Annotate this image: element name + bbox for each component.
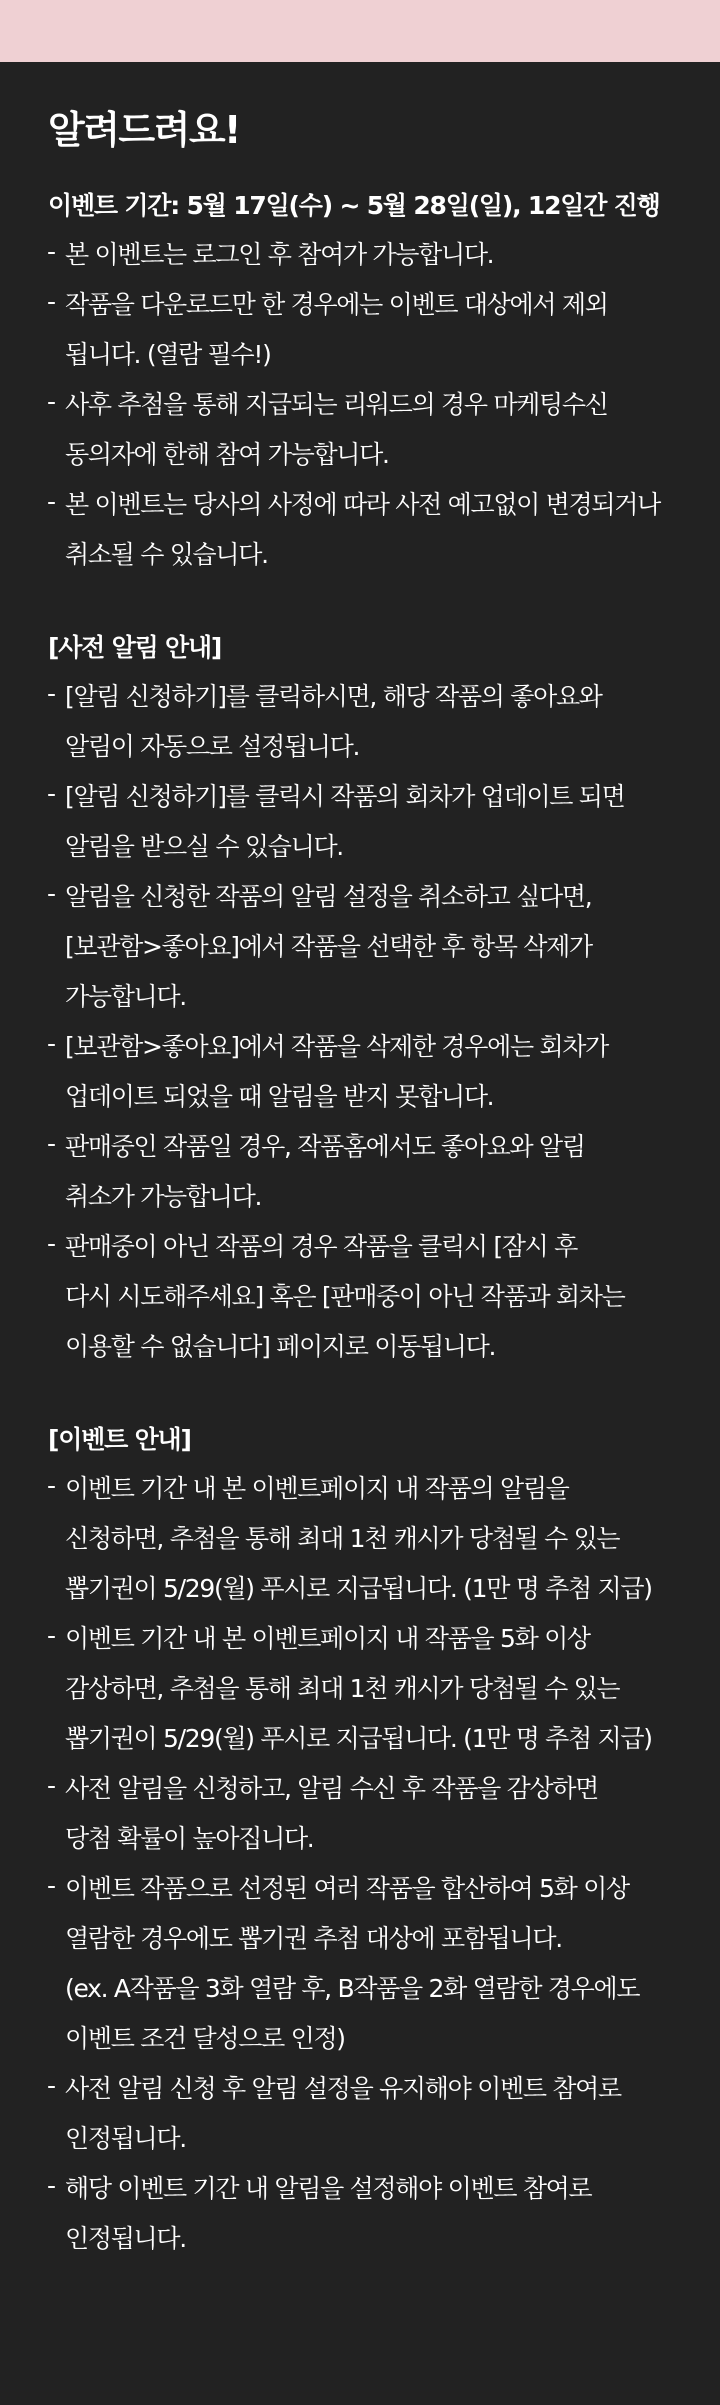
list-item: - 본 이벤트는 로그인 후 참여가 가능합니다.: [48, 230, 684, 280]
list-item: - 판매중인 작품일 경우, 작품홈에서도 좋아요와 알림 취소가 가능합니다.: [48, 1122, 684, 1222]
list-item: - 작품을 다운로드만 한 경우에는 이벤트 대상에서 제외 됩니다. (열람 필수!): [48, 280, 684, 380]
list-item: - 알림을 신청한 작품의 알림 설정을 취소하고 싶다면, [보관함>좋아요]에서 작품을 선택한 후 항목 삭제가 가능합니다.: [48, 872, 684, 1022]
list-item: - 사후 추첨을 통해 지급되는 리워드의 경우 마케팅수신 동의자에 한해 참여 가능합니다.: [48, 380, 684, 480]
general-notice-list: [48, 230, 684, 580]
list-item: - 사전 알림을 신청하고, 알림 수신 후 작품을 감상하면 당첨 확률이 높아집니다.: [48, 1764, 684, 1864]
event-info-section-title: [이벤트 안내]: [48, 1425, 191, 1454]
list-item: - 본 이벤트는 당사의 사정에 따라 사전 예고없이 변경되거나 취소될 수 있습니다.: [48, 480, 684, 580]
list-item: - [알림 신청하기]를 클릭시 작품의 회차가 업데이트 되면 알림을 받으실 수 있습니다.: [48, 772, 684, 872]
top-banner-band: [0, 0, 720, 62]
list-item: - 해당 이벤트 기간 내 알림을 설정해야 이벤트 참여로 인정됩니다.: [48, 2164, 684, 2264]
event-info-list: [48, 1464, 684, 2264]
list-item: - 이벤트 작품으로 선정된 여러 작품을 합산하여 5화 이상 열람한 경우에도 뽑기권 추첨 대상에 포함됩니다. (ex. A작품을 3화 열람 후, B작품을 2화 열람한 경우에도 이벤트 조건 달성으로 인정): [48, 1864, 684, 2064]
event-notice: [0, 62, 720, 2264]
notice-title: 알려드려요!: [48, 108, 240, 152]
section-spacer: [48, 580, 684, 624]
section-spacer: [48, 1372, 684, 1416]
list-item: - [알림 신청하기]를 클릭하시면, 해당 작품의 좋아요와 알림이 자동으로 설정됩니다.: [48, 672, 684, 772]
pre-alarm-list: [48, 672, 684, 1372]
list-item: - 이벤트 기간 내 본 이벤트페이지 내 작품의 알림을 신청하면, 추첨을 통해 최대 1천 캐시가 당첨될 수 있는 뽑기권이 5/29(월) 푸시로 지급됩니다. (1만 명 추첨 지급): [48, 1464, 684, 1614]
list-item: - 이벤트 기간 내 본 이벤트페이지 내 작품을 5화 이상 감상하면, 추첨을 통해 최대 1천 캐시가 당첨될 수 있는 뽑기권이 5/29(월) 푸시로 지급됩니다. (1만 명 추첨 지급): [48, 1614, 684, 1764]
list-item: - 판매중이 아닌 작품의 경우 작품을 클릭시 [잠시 후 다시 시도해주세요] 혹은 [판매중이 아닌 작품과 회차는 이용할 수 없습니다] 페이지로 이동됩니다.: [48, 1222, 684, 1372]
list-item: - 사전 알림 신청 후 알림 설정을 유지해야 이벤트 참여로 인정됩니다.: [48, 2064, 684, 2164]
event-period: 이벤트 기간: 5월 17일(수) ~ 5월 28일(일), 12일간 진행: [48, 191, 660, 220]
list-item: - [보관함>좋아요]에서 작품을 삭제한 경우에는 회차가 업데이트 되었을 때 알림을 받지 못합니다.: [48, 1022, 684, 1122]
pre-alarm-section-title: [사전 알림 안내]: [48, 633, 222, 662]
